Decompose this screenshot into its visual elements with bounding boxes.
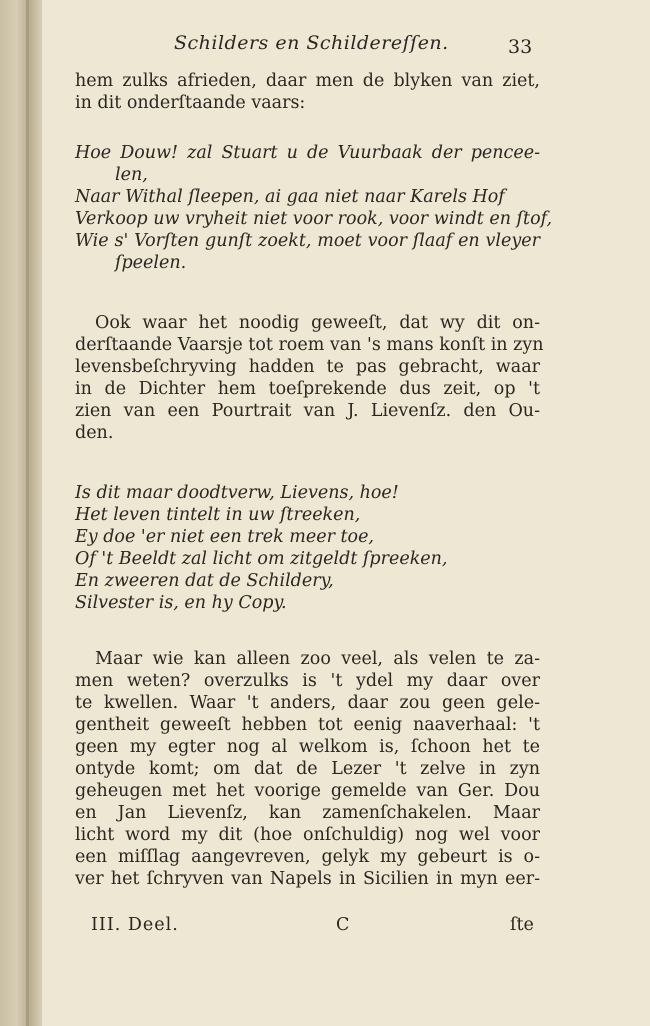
verse-line: Silvester is, en hy Copy. bbox=[75, 593, 287, 613]
text-line: geen my egter nog al welkom is, ſchoon het te bbox=[75, 737, 540, 757]
verse-line: Het leven tintelt in uw ſtreeken, bbox=[75, 505, 361, 525]
text-line: gentheit geweeſt hebben tot eenig naaverhaal: 't bbox=[75, 715, 540, 735]
verse-douw bbox=[75, 142, 553, 274]
verse-line: En zweeren dat de Schildery, bbox=[75, 571, 334, 591]
running-head: Schilders en Schildereſſen. bbox=[174, 32, 449, 54]
text-line: Maar wie kan alleen zoo veel, als velen te za- bbox=[95, 649, 540, 669]
text-line: geheugen met het voorige gemelde van Ger. Dou bbox=[75, 781, 540, 801]
paragraph-lievensz bbox=[75, 312, 544, 444]
gutter-fold-line bbox=[26, 0, 29, 1026]
verse-line: ſpeelen. bbox=[115, 253, 187, 273]
text-line: men weten? overzulks is 't ydel my daar over bbox=[75, 671, 540, 691]
verse-line: Of 't Beeldt zal licht om zitgeldt ſpreeken, bbox=[75, 549, 448, 569]
text-line: in de Dichter hem toeſprekende dus zeit, op 't bbox=[75, 379, 540, 399]
page-header bbox=[42, 32, 650, 62]
verse-line: Naar Withal ſleepen, ai gaa niet naar Karels Hof bbox=[75, 187, 505, 207]
verse-line: Is dit maar doodtverw, Lievens, hoe! bbox=[75, 483, 399, 503]
book-gutter bbox=[0, 0, 42, 1026]
verse-line: len, bbox=[115, 165, 148, 185]
text-line: een miſſlag aangevreven, gelyk my gebeurt is o- bbox=[75, 847, 540, 867]
verse-line: Wie s' Vorſten gunſt zoekt, moet voor ſlaaf en vleyer bbox=[75, 231, 540, 251]
text-line: ontyde komt; om dat de Lezer 't zelve in zyn bbox=[75, 759, 540, 779]
text-line: den. bbox=[75, 423, 114, 443]
verse-line: Ey doe 'er niet een trek meer toe, bbox=[75, 527, 374, 547]
book-page bbox=[42, 0, 650, 1026]
text-line: zien van een Pourtrait van J. Lievenſz. den Ou- bbox=[75, 401, 540, 421]
verse-line: Hoe Douw! zal Stuart u de Vuurbaak der pencee- bbox=[75, 143, 540, 163]
catchword: ſte bbox=[510, 915, 534, 935]
text-line: derſtaande Vaarsje tot roem van 's mans konſt in zyn bbox=[75, 335, 544, 355]
page-number: 33 bbox=[508, 36, 533, 58]
text-line: in dit onderſtaande vaars: bbox=[75, 93, 306, 113]
text-line: levensbeſchryving hadden te pas gebracht, waar bbox=[75, 357, 540, 377]
signature-mark: III. Deel. bbox=[91, 915, 179, 935]
text-line: en Jan Lievenſz, kan zamenſchakelen. Maar bbox=[75, 803, 540, 823]
intro-paragraph bbox=[75, 70, 540, 114]
text-line: hem zulks afrieden, daar men de blyken van ziet, bbox=[75, 71, 540, 91]
text-line: Ook waar het noodig geweeſt, dat wy dit on- bbox=[95, 313, 540, 333]
verse-line: Verkoop uw vryheit niet voor rook, voor windt en ſtof, bbox=[75, 209, 553, 229]
text-line: licht word my dit (hoe onſchuldig) nog wel voor bbox=[75, 825, 540, 845]
signature-letter: C bbox=[336, 915, 350, 935]
paragraph-closing bbox=[75, 648, 540, 890]
text-line: te kwellen. Waar 't anders, daar zou geen gele- bbox=[75, 693, 540, 713]
verse-lievens bbox=[75, 482, 540, 614]
page-footer bbox=[42, 915, 650, 939]
text-line: ver het ſchryven van Napels in Sicilien in myn eer- bbox=[75, 869, 540, 889]
